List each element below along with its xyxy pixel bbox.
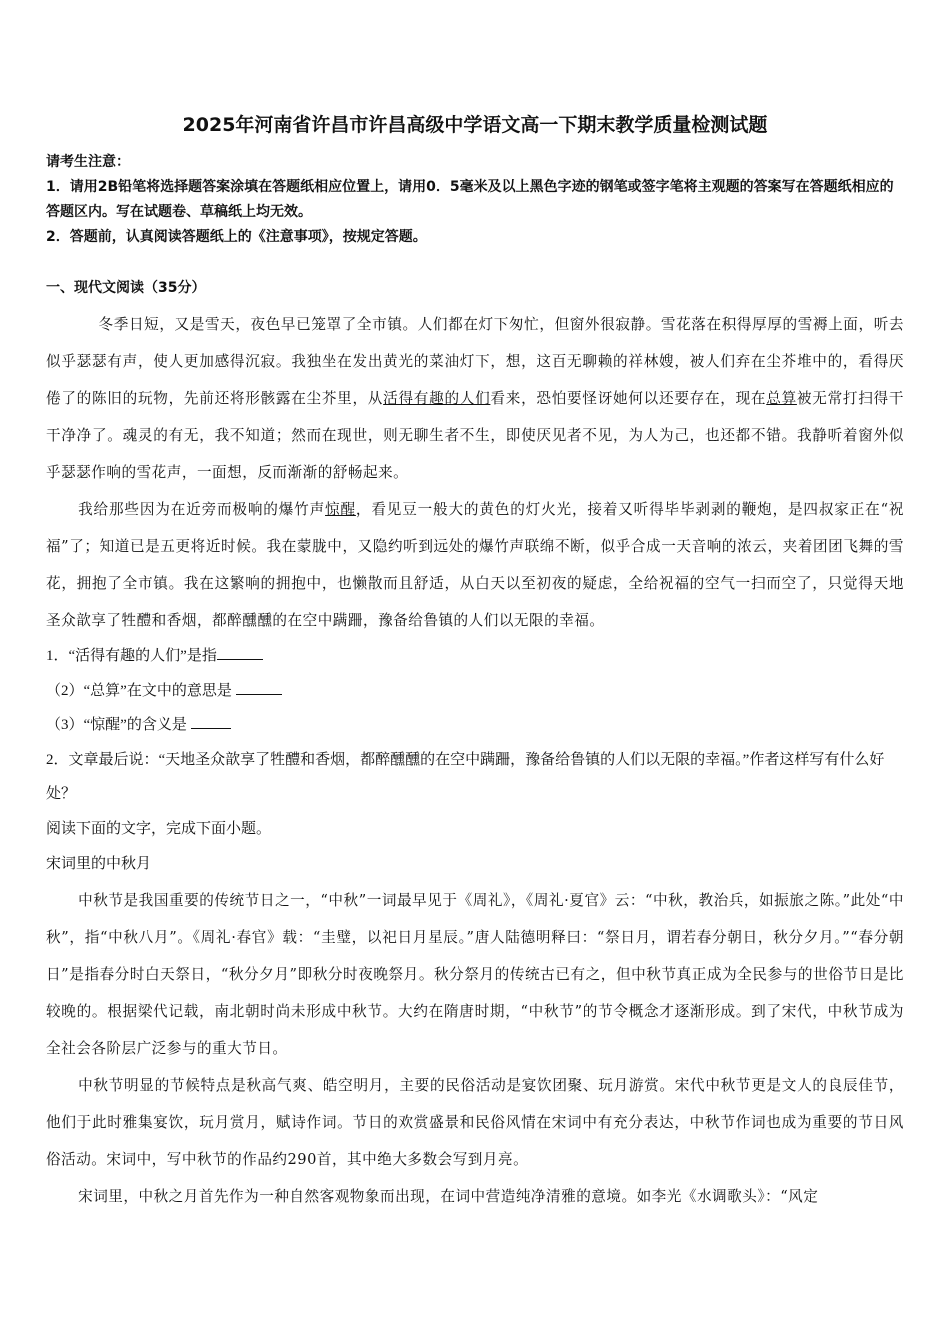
answer-blank[interactable]: [236, 680, 282, 695]
reading-passage-1: [46, 306, 904, 639]
underlined-phrase-2: 总算: [766, 390, 797, 407]
passage2-paragraph-2: 中秋节明显的节候特点是秋高气爽、皓空明月，主要的民俗活动是宴饮团聚、玩月游赏。宋代中秋节更是文人的良辰佳节，他们于此时雅集宴饮，玩月赏月，赋诗作词。节日的欢赏盛景和民俗风情在宋词中有充分表达，中秋节作词也成为重要的节日风俗活动。宋词中，写中秋节的作品约290首，其中绝大多数会写到月亮。: [46, 1076, 904, 1168]
reading2-intro: 阅读下面的文字，完成下面小题。: [46, 820, 272, 837]
reading2-title: 宋词里的中秋月: [46, 855, 152, 872]
passage1-paragraph-2: [46, 491, 904, 639]
notice-item-1: 1．请用2B铅笔将选择题答案涂填在答题纸相应位置上，请用0．5毫米及以上黑色字迹的钢笔或签字笔将主观题的答案写在答题纸相应的答题区内。写在试题卷、草稿纸上均无效。: [46, 179, 894, 220]
question-text: （2）“总算”在文中的意思是: [46, 682, 236, 699]
reading-passage-2: [46, 882, 904, 1215]
question-text: （3）“惊醒”的含义是: [46, 717, 191, 733]
answer-blank[interactable]: [191, 714, 231, 729]
page-title: 2025年河南省许昌市许昌高级中学语文高一下期末教学质量检测试题: [182, 114, 768, 136]
passage1-paragraph-1: [46, 306, 904, 491]
answer-blank[interactable]: [217, 645, 263, 660]
notice-item-2: 2．答题前，认真阅读答题纸上的《注意事项》，按规定答题。: [46, 229, 427, 245]
text-span: 我给那些因为在近旁而极响的爆竹声: [78, 501, 326, 518]
question-2: 2．文章最后说：“天地圣众歆享了牲醴和香烟，都醉醺醺的在空中蹒跚，豫备给鲁镇的人们以无限的幸福。”作者这样写有什么好处？: [46, 751, 885, 802]
question-1: [46, 639, 904, 674]
notice-heading: 请考生注意：: [46, 154, 130, 170]
underlined-phrase-3: 惊醒: [325, 501, 356, 518]
question-text: 1．“活得有趣的人们”是指: [46, 648, 217, 664]
passage2-paragraph-1: 中秋节是我国重要的传统节日之一，“中秋”一词最早见于《周礼》，《周礼·夏官》云：“中秋，教治兵，如振旅之陈。”此处“中秋”，指“中秋八月”。《周礼·春官》载：“圭璧，以祀日月星辰。”唐人陆德明释曰：“祭日月，谓若春分朝日，秋分夕月。”“春分朝日”是指春分时白天祭日，“秋分夕月”即秋分时夜晚祭月。秋分祭月的传统古已有之，但中秋节真正成为全民参与的世俗节日是比较晚的。根据梁代记载，南北朝时尚未形成中秋节。大约在隋唐时期，“中秋节”的节令概念才逐渐形成。到了宋代，中秋节成为全社会各阶层广泛参与的重大节日。: [46, 891, 904, 1057]
exam-notice: [46, 150, 904, 250]
question-1-2: [46, 674, 904, 709]
section-heading: 一、现代文阅读（35分）: [46, 280, 206, 296]
passage2-paragraph-3: 宋词里，中秋之月首先作为一种自然客观物象而出现，在词中营造纯净清雅的意境。如李光《水调歌头》：“风定: [78, 1187, 819, 1205]
text-span: 被无常打扫得干干净净了。魂灵的有无，我不知道；然而在现世，则无聊生者不生，即使厌见者不见，为人为己，也还都不错。我静听着窗外似乎瑟瑟作响的雪花声，一面想，反而渐渐的舒畅起来。: [46, 390, 904, 481]
text-span: ，看见豆一般大的黄色的灯火光，接着又听得毕毕剥剥的鞭炮，是四叔家正在“祝福”了；知道已是五更将近时候。我在蒙胧中，又隐约听到远处的爆竹声联绵不断，似乎合成一天音响的浓云，夹着团团飞舞的雪花，拥抱了全市镇。我在这繁响的拥抱中，也懒散而且舒适，从白天以至初夜的疑虑，全给祝福的空气一扫而空了，只觉得天地圣众歆享了牲醴和香烟，都醉醺醺的在空中蹒跚，豫备给鲁镇的人们以无限的幸福。: [46, 501, 904, 629]
underlined-phrase-1: 活得有趣的人们: [383, 390, 491, 407]
text-span: 冬季日短，又是雪天，夜色早已笼罩了全市镇。人们都在灯下匆忙，但窗外很寂静。雪花落在积得厚厚的雪褥上面，听去似乎瑟瑟有声，使人更加感得沉寂。我独坐在发出黄光的菜油灯下，想，这百无聊赖的祥林嫂，被人们弃在尘芥堆中的，看得厌倦了的陈旧的玩物，先前还将形骸露在尘芥里，从: [46, 316, 904, 407]
question-1-3: [46, 708, 904, 743]
text-span: 看来，恐怕要怪讶她何以还要存在，现在: [490, 390, 767, 407]
